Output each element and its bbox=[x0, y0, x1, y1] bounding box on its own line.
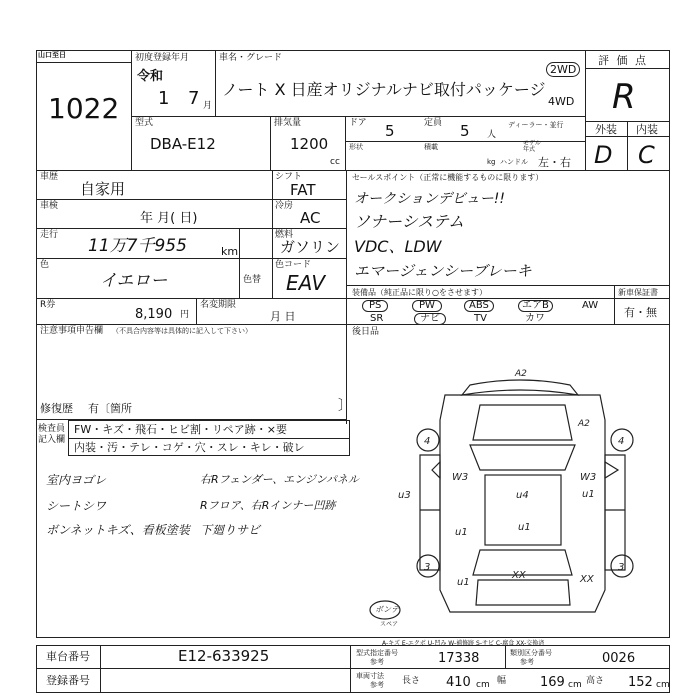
notes-sub: （不具合内容等は具体的に記入して下さい） bbox=[112, 327, 252, 335]
cc-unit: cc bbox=[330, 157, 340, 167]
svg-text:u1: u1 bbox=[518, 522, 531, 533]
svg-text:3: 3 bbox=[424, 562, 431, 573]
spare-mark: ボンテ bbox=[375, 605, 399, 614]
displacement-label: 排気量 bbox=[274, 118, 302, 128]
class-number: 0026 bbox=[602, 651, 636, 666]
drive-2wd: 2WD bbox=[546, 62, 580, 77]
svg-text:A2: A2 bbox=[578, 419, 590, 429]
inspector-note-6: 下廻りサビ bbox=[200, 523, 261, 537]
shape-label: 形状 bbox=[349, 143, 363, 151]
displacement: 1200 bbox=[290, 135, 329, 153]
mileage-label: 走行 bbox=[40, 230, 59, 240]
month: 7 bbox=[188, 88, 200, 109]
length-unit: cm bbox=[476, 680, 490, 690]
sales-point-2: ソナーシステム bbox=[354, 212, 465, 231]
dealer-label: ディーラー・並行 bbox=[508, 121, 564, 129]
height-label: 高さ bbox=[586, 676, 605, 686]
equip-sr: SR bbox=[370, 313, 384, 324]
inspection-value: 年 月( 日) bbox=[140, 211, 198, 226]
inspection-label: 車検 bbox=[40, 201, 59, 211]
ac: AC bbox=[300, 209, 321, 227]
equip-tv: TV bbox=[474, 313, 487, 324]
length: 410 bbox=[446, 675, 471, 690]
width-unit: cm bbox=[568, 680, 582, 690]
exterior-label: 外装 bbox=[595, 123, 617, 136]
chassis-number: E12-633925 bbox=[178, 647, 270, 665]
model: DBA-E12 bbox=[150, 135, 216, 153]
shift-label: シフト bbox=[275, 172, 303, 182]
svg-text:XX: XX bbox=[580, 574, 594, 585]
year: 1 bbox=[158, 88, 170, 109]
svg-text:u1: u1 bbox=[582, 489, 595, 500]
repair-value: 有〔箇所 bbox=[88, 402, 132, 415]
length-label: 長さ bbox=[402, 676, 421, 686]
svg-text:u1: u1 bbox=[455, 527, 468, 538]
svg-text:u1: u1 bbox=[457, 577, 470, 588]
km-unit: km bbox=[221, 245, 239, 258]
inspector-label: 検査員記入欄 bbox=[38, 424, 66, 445]
class-ref: 参考 bbox=[520, 658, 534, 666]
sales-point-1: オークションデビュー!! bbox=[354, 191, 505, 207]
type-cert-ref: 参考 bbox=[370, 658, 384, 666]
svg-text:3: 3 bbox=[618, 562, 625, 573]
inspector-note-5: Rフロア、右Rインナー凹跡 bbox=[200, 499, 336, 512]
recycle-fee: 8,190 bbox=[135, 307, 173, 322]
dims-label: 車両寸法 bbox=[356, 672, 384, 680]
inspector-note-4: 右Rフェンダー、エンジンパネル bbox=[200, 473, 359, 486]
dims-ref: 参考 bbox=[370, 681, 384, 689]
yen-unit: 円 bbox=[180, 310, 190, 320]
capacity: 5 bbox=[460, 122, 470, 140]
era: 令和 bbox=[137, 69, 164, 84]
reg-label: 登録番号 bbox=[46, 674, 90, 687]
rear-label: 後日品 bbox=[352, 327, 380, 337]
score: R bbox=[612, 77, 636, 117]
equip-aw: AW bbox=[582, 300, 599, 311]
type-cert: 17338 bbox=[438, 651, 480, 666]
color-code-label: 色コード bbox=[275, 260, 312, 270]
car-name-label: 車名・グレード bbox=[219, 53, 283, 63]
model-label: 型式 bbox=[135, 118, 154, 128]
equip-navi: ナビ bbox=[414, 313, 446, 325]
equip-leather: カワ bbox=[525, 313, 545, 324]
svg-text:XX: XX bbox=[512, 570, 526, 581]
door-label: ドア bbox=[349, 118, 367, 128]
car-name: ノート X 日産オリジナルナビ取付パッケージ bbox=[222, 80, 546, 99]
height-unit: cm bbox=[656, 680, 670, 690]
class-label: 類別区分番号 bbox=[510, 649, 552, 657]
load-label: 積載 bbox=[424, 143, 438, 151]
warranty-label: 新車保証書 bbox=[618, 288, 658, 297]
renewal-value: 月 日 bbox=[270, 310, 296, 323]
history: 自家用 bbox=[80, 180, 126, 198]
sales-point-3: VDC、LDW bbox=[354, 237, 442, 256]
shift: FAT bbox=[290, 181, 316, 199]
notes-label: 注意事項申告欄 bbox=[40, 326, 104, 336]
equip-airbag: エアB bbox=[518, 300, 553, 312]
warranty-value: 有・無 bbox=[624, 306, 657, 319]
chassis-label: 車台番号 bbox=[46, 650, 90, 663]
first-reg-label: 初度登録年月 bbox=[135, 53, 190, 63]
color: イエロー bbox=[100, 271, 168, 291]
equip-ps: PS bbox=[362, 300, 388, 312]
doors: 5 bbox=[385, 122, 395, 140]
interior-label: 内装 bbox=[636, 123, 658, 136]
color-label: 色 bbox=[40, 260, 50, 270]
mileage: 11万7千955 bbox=[88, 236, 187, 256]
fuel: ガソリン bbox=[280, 238, 341, 256]
recycle-label: R券 bbox=[40, 300, 56, 310]
month-unit: 月 bbox=[203, 101, 213, 111]
person-unit: 人 bbox=[487, 130, 497, 140]
equip-pw: PW bbox=[412, 300, 442, 312]
kg-unit: kg bbox=[487, 158, 496, 166]
ac-label: 冷房 bbox=[275, 201, 294, 211]
inspector-note-1: 室内ヨゴレ bbox=[46, 473, 107, 487]
inspector-note-3: ボンネットキズ、看板塗装 bbox=[46, 523, 190, 537]
width: 169 bbox=[540, 675, 565, 690]
capacity-label: 定員 bbox=[424, 118, 443, 128]
svg-text:スペア: スペア bbox=[380, 621, 399, 628]
company-tag: 山口至日 bbox=[38, 51, 66, 59]
equip-abs: ABS bbox=[464, 300, 494, 312]
history-label: 車歴 bbox=[40, 172, 59, 182]
handle-label: ハンドル bbox=[500, 158, 528, 166]
repair-label: 修復歴 bbox=[40, 402, 73, 415]
model-year-label: モデル年式 bbox=[523, 140, 541, 153]
sales-point-4: エマージェンシーブレーキ bbox=[354, 262, 532, 280]
exterior-grade: D bbox=[594, 141, 613, 169]
svg-text:u3: u3 bbox=[398, 490, 411, 501]
svg-text:u4: u4 bbox=[516, 490, 529, 501]
drive-4wd: 4WD bbox=[548, 95, 575, 108]
renewal-label: 名変期限 bbox=[200, 300, 237, 310]
inspector-note-2: シートシワ bbox=[46, 499, 107, 513]
inspector-row1: FW・キズ・飛石・ヒビ割・リペア跡・×要 bbox=[74, 423, 287, 436]
color-no-label: 色替 bbox=[243, 275, 262, 285]
interior-grade: C bbox=[638, 141, 655, 169]
height: 152 bbox=[628, 675, 653, 690]
handle-options: 左・右 bbox=[538, 156, 571, 169]
legend: A-キズ E-エクボ U-凹み W-補修跡 S-サビ C-腐食 XX-交換済 bbox=[382, 640, 545, 647]
sales-point-label: セールスポイント（正常に機能するものに限ります） bbox=[352, 173, 544, 182]
fuel-label: 燃料 bbox=[275, 230, 294, 240]
inspector-row2: 内装・汚・テレ・コゲ・穴・スレ・キレ・破レ bbox=[74, 441, 305, 454]
svg-text:W3: W3 bbox=[452, 472, 469, 483]
type-cert-label: 型式指定番号 bbox=[356, 649, 398, 657]
svg-text:W3: W3 bbox=[580, 472, 597, 483]
repair-close: 〕 bbox=[338, 398, 352, 414]
score-label: 評 価 点 bbox=[598, 54, 648, 67]
svg-text:4: 4 bbox=[618, 436, 625, 447]
svg-text:A2: A2 bbox=[515, 369, 527, 379]
color-code: EAV bbox=[286, 271, 326, 295]
width-label: 幅 bbox=[497, 676, 507, 686]
equipment-label: 装備品（純正品に限り○をさせます） bbox=[352, 288, 487, 297]
svg-text:4: 4 bbox=[424, 436, 431, 447]
lot-number: 1022 bbox=[48, 92, 120, 125]
